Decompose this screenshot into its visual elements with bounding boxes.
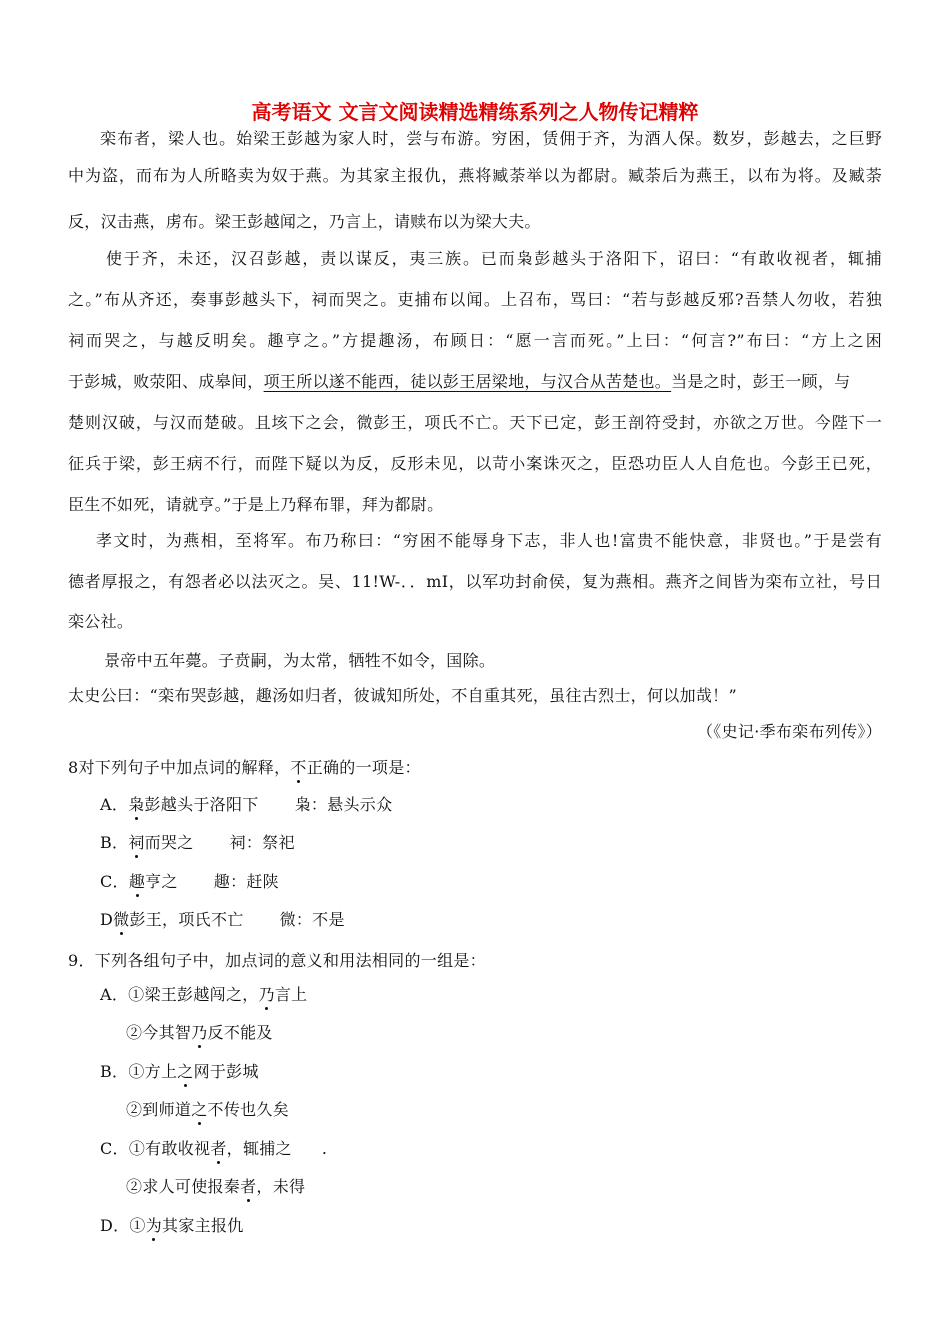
dotted-char: 微 bbox=[113, 910, 130, 929]
dotted-char: 者 bbox=[240, 1177, 257, 1196]
passage-line: 中为盗，而布为人所略卖为奴于燕。为其家主报仇，燕将臧荼举以为都尉。臧荼后为燕王，以布为将。及臧荼 bbox=[68, 166, 882, 185]
dotted-char: 之 bbox=[177, 1062, 194, 1081]
dotted-char: 乃 bbox=[191, 1023, 208, 1042]
passage-text: 当是之时，彭王一顾，与 bbox=[671, 372, 851, 391]
passage-line: 孝文时，为燕相，至将军。布乃称曰：“穷困不能辱身下志，非人也!富贵不能快意，非贤也。”于是尝有 bbox=[96, 531, 882, 550]
question-9-option-c2: ②求人可使报秦者，未得 bbox=[126, 1177, 306, 1196]
question-8-option-b: B．祠而哭之 祠：祭祀 bbox=[100, 833, 295, 852]
dotted-char: 枭 bbox=[128, 795, 145, 814]
source-citation: （《史记·季布栾布列传》） bbox=[697, 722, 882, 741]
dotted-char: 乃 bbox=[258, 985, 275, 1004]
question-9-option-a2: ②今其智乃反不能及 bbox=[126, 1023, 273, 1042]
question-9-option-b1: B．①方上之网于彭城 bbox=[100, 1062, 259, 1081]
question-9-option-a1: A．①梁王彭越闯之，乃言上 bbox=[100, 985, 308, 1004]
question-9-option-c1: C．①有敢收视者，辄捕之 . bbox=[100, 1139, 328, 1158]
passage-line: 之。”布从齐还，奏事彭越头下，祠而哭之。吏捕布以闻。上召布，骂曰：“若与彭越反邪?吾禁人勿收，若独 bbox=[68, 290, 882, 309]
question-8-option-a: A．枭彭越头于洛阳下 枭：悬头示众 bbox=[100, 795, 393, 814]
question-9-option-d1: D．①为其家主报仇 bbox=[100, 1216, 244, 1235]
passage-line: 太史公曰：“栾布哭彭越，趣汤如归者，彼诚知所处，不自重其死，虽往古烈士，何以加哉！” bbox=[68, 686, 737, 705]
passage-line: 征兵于梁，彭王病不行，而陛下疑以为反，反形未见，以苛小案诛灭之，臣恐功臣人人自危也。今彭王已死， bbox=[68, 454, 882, 473]
passage-line: 景帝中五年薨。子贲嗣，为太常，牺牲不如令，国除。 bbox=[104, 651, 496, 670]
passage-line: 反，汉击燕，虏布。梁王彭越闻之，乃言上，请赎布以为梁大夫。 bbox=[68, 212, 541, 231]
question-8-option-d: D微彭王，项氏不亡 微：不是 bbox=[100, 910, 345, 929]
dotted-char: 祠 bbox=[128, 833, 145, 852]
passage-line: 祠而哭之，与越反明矣。趣亨之。”方提趣汤，布顾日：“愿一言而死。”上曰：“何言?”布曰：“方上之困 bbox=[68, 331, 882, 350]
document-title: 高考语文 文言文阅读精选精练系列之人物传记精粹 bbox=[251, 100, 699, 124]
passage-line: 德者厚报之，有怨者必以法灭之。吴、11!W-．．mI，以军功封俞侯，复为燕相。燕齐之间皆为栾布立社，号日 bbox=[68, 572, 882, 591]
passage-line: 臣生不如死，请就亨。”于是上乃释布罪，拜为都尉。 bbox=[68, 495, 444, 514]
passage-line: 栾布者，梁人也。始梁王彭越为家人时，尝与布游。穷困，赁佣于齐，为酒人保。数岁，彭越去，之巨野 bbox=[100, 129, 882, 148]
underlined-sentence: 项王所以遂不能西，徒以彭王居梁地，与汉合从苦楚也。 bbox=[263, 372, 672, 391]
question-9-option-b2: ②到师道之不传也久矣 bbox=[126, 1100, 290, 1119]
question-9-stem: 9．下列各组句子中，加点词的意义和用法相同的一组是： bbox=[68, 951, 486, 970]
passage-line: 使于齐，未还，汉召彭越，责以谋反，夷三族。已而枭彭越头于洛阳下，诏曰：“有敢收视者，辄捕 bbox=[106, 249, 882, 268]
passage-line: 栾公社。 bbox=[68, 612, 134, 631]
dotted-char: 不 bbox=[290, 758, 307, 777]
question-8-option-c: C．趣亨之 趣：赶陕 bbox=[100, 872, 279, 891]
dotted-char: 趣 bbox=[128, 872, 146, 891]
dotted-char: 为 bbox=[145, 1216, 163, 1235]
question-8-stem: 8对下列句子中加点词的解释，不正确的一项是： bbox=[68, 758, 421, 777]
passage-line bbox=[68, 369, 882, 392]
dotted-char: 之 bbox=[191, 1100, 208, 1119]
dotted-char: 者 bbox=[210, 1139, 227, 1158]
passage-text: 于彭城，败荥阳、成皋间， bbox=[68, 372, 264, 391]
passage-line: 楚则汉破，与汉而楚破。且垓下之会，微彭王，项氏不亡。天下已定，彭王剖符受封，亦欲之万世。今陛下一 bbox=[68, 413, 882, 432]
